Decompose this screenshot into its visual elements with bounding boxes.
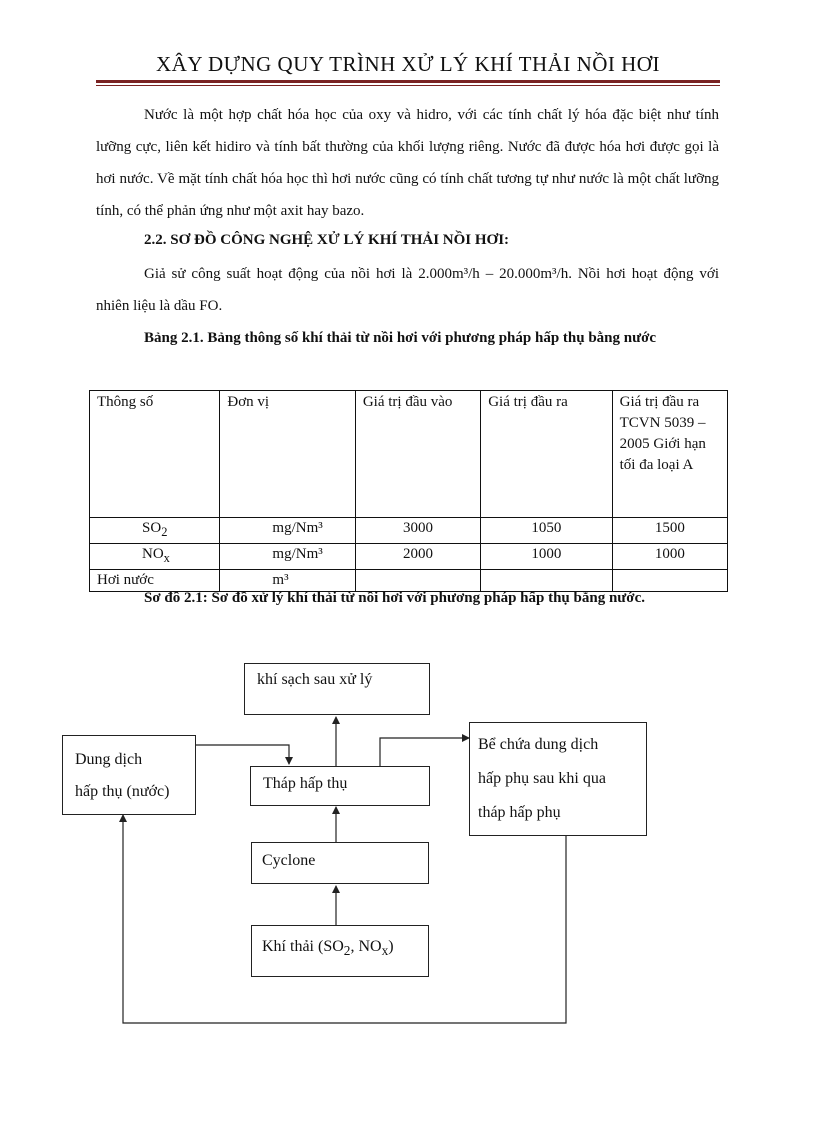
- row-param: $SO_2$: [90, 518, 220, 544]
- intro-paragraph: Nước là một hợp chất hóa học của oxy và hidro, với các tính chất lý hóa đặc biệt như tính lưỡng cực, liên kết hidiro và tính bất thường của khối lượng riêng. Nước đã được hóa hơi được gọi là hơi nước. Về mặt tính chất hóa học thì hơi nước cũng có tính chất tương tự như nước là một chất lưỡng tính, có thể phản ứng như một axit hay bazo.: [96, 107, 719, 219]
- section-heading: 2.2. SƠ ĐỒ CÔNG NGHỆ XỬ LÝ KHÍ THẢI NỒI HƠI:: [144, 232, 510, 248]
- row-unit: mg/Nm³: [220, 544, 355, 570]
- absorption-tower-label: Tháp hấp thụ: [263, 775, 348, 792]
- tank-label-line3: tháp hấp phụ: [478, 804, 561, 821]
- storage-tank-box: [469, 722, 647, 836]
- arrow-absorbent-to-tower: [196, 745, 289, 764]
- exhaust-gas-box: [251, 925, 429, 977]
- row-standard: 1000: [612, 544, 727, 570]
- tank-label-line2: hấp phụ sau khi qua: [478, 770, 606, 787]
- row-param: $NO_x$: [90, 544, 220, 570]
- header-output: Giá trị đầu ra: [481, 391, 612, 518]
- row-param: Hơi nước: [90, 570, 220, 592]
- absorbent-label-line2: hấp thụ (nước): [75, 783, 170, 800]
- header-standard: Giá trị đầu ra TCVN 5039 – 2005 Giới hạn tối đa loại A: [612, 391, 727, 518]
- clean-gas-label: khí sạch sau xử lý: [257, 671, 373, 688]
- arrow-tower-to-tank: [380, 738, 469, 766]
- cyclone-label: Cyclone: [262, 852, 316, 869]
- page-header-title: XÂY DỰNG QUY TRÌNH XỬ LÝ KHÍ THẢI NỒI HƠI: [156, 52, 660, 76]
- tank-label-line1: Bể chứa dung dịch: [478, 736, 599, 753]
- absorbent-label-line1: Dung dịch: [75, 751, 143, 768]
- row-input: 2000: [355, 544, 480, 570]
- row-input: 3000: [355, 518, 480, 544]
- row-output: 1000: [481, 544, 612, 570]
- header-param: Thông số: [90, 391, 220, 518]
- cyclone-box: [251, 842, 429, 884]
- absorption-tower-box: [250, 766, 430, 806]
- exhaust-gas-label: Khí thải ($SO_2$, $NO_x$): [262, 938, 394, 959]
- capacity-paragraph: Giả sử công suất hoạt động của nồi hơi là 2.000m³/h – 20.000m³/h. Nồi hơi hoạt động với nhiên liệu là dầu FO.: [96, 266, 719, 314]
- row-unit: mg/Nm³: [220, 518, 355, 544]
- header-unit: Đơn vị: [220, 391, 355, 518]
- absorbent-box: [62, 735, 196, 815]
- row-unit: m³: [220, 570, 355, 592]
- table-caption: Bảng 2.1. Bảng thông số khí thải từ nồi hơi với phương pháp hấp thụ bằng nước: [144, 330, 657, 346]
- row-output: 1050: [481, 518, 612, 544]
- diagram-caption: Sơ đồ 2.1: Sơ đồ xử lý khí thải từ nồi hơi với phương pháp hấp thụ bằng nước.: [144, 590, 646, 606]
- row-standard: 1500: [612, 518, 727, 544]
- clean-gas-box: [244, 663, 430, 715]
- header-input: Giá trị đầu vào: [355, 391, 480, 518]
